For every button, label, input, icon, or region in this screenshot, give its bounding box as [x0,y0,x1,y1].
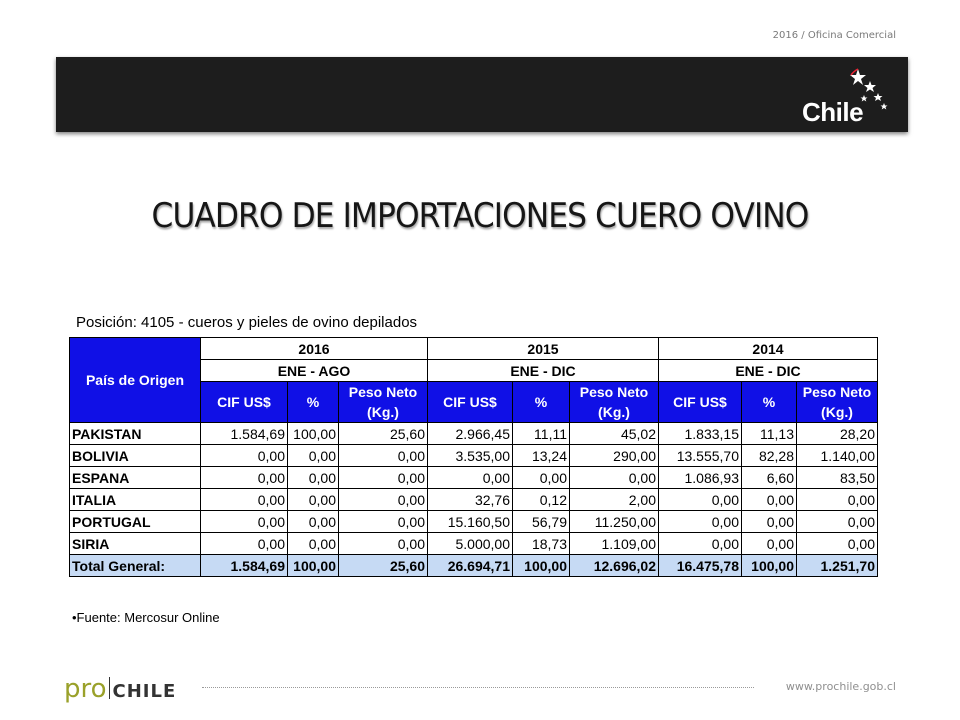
period-header: ENE - DIC [428,360,659,382]
value-cell: 0,00 [659,511,742,533]
value-cell: 0,00 [201,533,288,555]
header-banner [56,57,908,132]
value-cell: 1.140,00 [797,445,878,467]
value-cell: 0,00 [339,511,428,533]
value-cell: 0,00 [288,511,339,533]
value-cell: 0,00 [339,467,428,489]
source-note: •Fuente: Mercosur Online [72,610,220,625]
value-cell: 83,50 [797,467,878,489]
year-header: 2016 [201,338,428,360]
value-cell: 0,00 [288,489,339,511]
value-cell: 25,60 [339,423,428,445]
period-header: ENE - DIC [659,360,878,382]
value-cell: 0,00 [659,533,742,555]
value-cell: 0,00 [288,467,339,489]
country-cell: ITALIA [70,489,201,511]
value-cell: 26.694,71 [428,555,513,577]
prochile-logo [64,674,176,704]
table-row [70,467,878,489]
percent-header: % [742,382,797,423]
value-cell: 32,76 [428,489,513,511]
table-body [70,423,878,577]
value-cell: 11.250,00 [570,511,659,533]
value-cell: 0,00 [201,467,288,489]
table-row [70,533,878,555]
prochile-logo-pro: pro [64,674,107,704]
value-cell: 15.160,50 [428,511,513,533]
value-cell: 0,00 [288,533,339,555]
value-cell: 0,12 [513,489,570,511]
country-cell: BOLIVIA [70,445,201,467]
footer-divider [202,687,754,688]
office-label: 2016 / Oficina Comercial [772,30,896,41]
imports-table [69,337,878,577]
value-cell: 13.555,70 [659,445,742,467]
table-row [70,445,878,467]
value-cell: 0,00 [288,445,339,467]
logo-separator [109,677,110,699]
value-cell: 0,00 [797,489,878,511]
country-cell: PORTUGAL [70,511,201,533]
chile-logo-text: Chile [802,97,864,127]
value-cell: 100,00 [288,555,339,577]
value-cell: 0,00 [797,511,878,533]
weight-header: Peso Neto (Kg.) [570,382,659,423]
year-header: 2015 [428,338,659,360]
country-cell: SIRIA [70,533,201,555]
footer-url[interactable]: www.prochile.gob.cl [785,680,896,693]
value-cell: 1.584,69 [201,555,288,577]
value-cell: 1.833,15 [659,423,742,445]
table-row [70,423,878,445]
value-cell: 0,00 [339,533,428,555]
period-header: ENE - AGO [201,360,428,382]
weight-header: Peso Neto (Kg.) [339,382,428,423]
value-cell: 2.966,45 [428,423,513,445]
value-cell: 12.696,02 [570,555,659,577]
chile-logo [788,63,898,129]
country-cell: ESPANA [70,467,201,489]
value-cell: 1.086,93 [659,467,742,489]
year-header: 2014 [659,338,878,360]
value-cell: 0,00 [339,489,428,511]
value-cell: 82,28 [742,445,797,467]
value-cell: 0,00 [513,467,570,489]
value-cell: 56,79 [513,511,570,533]
value-cell: 0,00 [570,467,659,489]
table-row [70,511,878,533]
page-title: CUADRO DE IMPORTACIONES CUERO OVINO [151,196,809,236]
value-cell: 5.000,00 [428,533,513,555]
value-cell: 3.535,00 [428,445,513,467]
value-cell: 0,00 [201,445,288,467]
value-cell: 100,00 [288,423,339,445]
value-cell: 0,00 [797,533,878,555]
weight-header: Peso Neto (Kg.) [797,382,878,423]
position-description: Posición: 4105 - cueros y pieles de ovino depilados [76,314,418,331]
value-cell: 1.584,69 [201,423,288,445]
country-cell: PAKISTAN [70,423,201,445]
value-cell: 1.109,00 [570,533,659,555]
cif-header: CIF US$ [201,382,288,423]
value-cell: 100,00 [742,555,797,577]
value-cell: 11,13 [742,423,797,445]
value-cell: 25,60 [339,555,428,577]
total-row [70,555,878,577]
table-row [70,489,878,511]
value-cell: 18,73 [513,533,570,555]
value-cell: 16.475,78 [659,555,742,577]
country-cell: Total General: [70,555,201,577]
value-cell: 100,00 [513,555,570,577]
value-cell: 6,60 [742,467,797,489]
value-cell: 0,00 [339,445,428,467]
country-column-header: País de Origen [70,338,201,423]
value-cell: 11,11 [513,423,570,445]
value-cell: 0,00 [742,533,797,555]
percent-header: % [513,382,570,423]
value-cell: 45,02 [570,423,659,445]
value-cell: 28,20 [797,423,878,445]
percent-header: % [288,382,339,423]
value-cell: 0,00 [201,511,288,533]
value-cell: 2,00 [570,489,659,511]
value-cell: 0,00 [659,489,742,511]
prochile-logo-chile: CHILE [112,681,177,702]
value-cell: 290,00 [570,445,659,467]
value-cell: 0,00 [428,467,513,489]
value-cell: 13,24 [513,445,570,467]
cif-header: CIF US$ [428,382,513,423]
value-cell: 0,00 [742,489,797,511]
value-cell: 1.251,70 [797,555,878,577]
value-cell: 0,00 [742,511,797,533]
cif-header: CIF US$ [659,382,742,423]
value-cell: 0,00 [201,489,288,511]
